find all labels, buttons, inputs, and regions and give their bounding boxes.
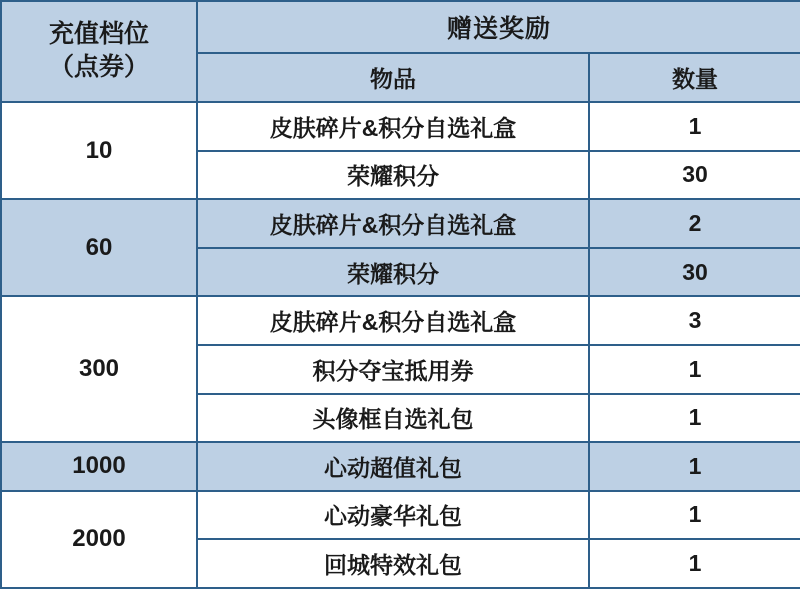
header-reward-cell: 赠送奖励 xyxy=(197,1,800,53)
header-tier-line2: （点券） xyxy=(48,53,149,82)
item-cell: 积分夺宝抵用券 xyxy=(197,345,589,394)
item-cell: 皮肤碎片&积分自选礼盒 xyxy=(197,102,589,151)
qty-cell: 3 xyxy=(589,296,800,345)
item-cell: 皮肤碎片&积分自选礼盒 xyxy=(197,296,589,345)
header-qty-cell: 数量 xyxy=(589,53,800,102)
tier-cell: 60 xyxy=(1,199,197,296)
qty-cell: 2 xyxy=(589,199,800,248)
qty-cell: 1 xyxy=(589,102,800,151)
qty-cell: 1 xyxy=(589,394,800,443)
header-tier-cell xyxy=(1,1,197,102)
table-header-row-main xyxy=(1,1,800,53)
qty-cell: 1 xyxy=(589,442,800,491)
item-cell: 心动超值礼包 xyxy=(197,442,589,491)
item-cell: 心动豪华礼包 xyxy=(197,491,589,540)
item-cell: 荣耀积分 xyxy=(197,248,589,297)
table-row xyxy=(1,199,800,248)
tier-cell: 10 xyxy=(1,102,197,199)
item-cell: 皮肤碎片&积分自选礼盒 xyxy=(197,199,589,248)
tier-cell: 1000 xyxy=(1,442,197,491)
qty-cell: 30 xyxy=(589,151,800,200)
header-tier-line1: 充值档位 xyxy=(48,19,149,48)
table-row xyxy=(1,442,800,491)
item-cell: 头像框自选礼包 xyxy=(197,394,589,443)
qty-cell: 1 xyxy=(589,491,800,540)
table-row xyxy=(1,102,800,151)
table-body xyxy=(1,1,800,588)
table-row xyxy=(1,296,800,345)
tier-cell: 300 xyxy=(1,296,197,442)
table-row xyxy=(1,491,800,540)
item-cell: 荣耀积分 xyxy=(197,151,589,200)
tier-cell: 2000 xyxy=(1,491,197,588)
qty-cell: 1 xyxy=(589,539,800,588)
item-cell: 回城特效礼包 xyxy=(197,539,589,588)
qty-cell: 1 xyxy=(589,345,800,394)
qty-cell: 30 xyxy=(589,248,800,297)
header-item-cell: 物品 xyxy=(197,53,589,102)
